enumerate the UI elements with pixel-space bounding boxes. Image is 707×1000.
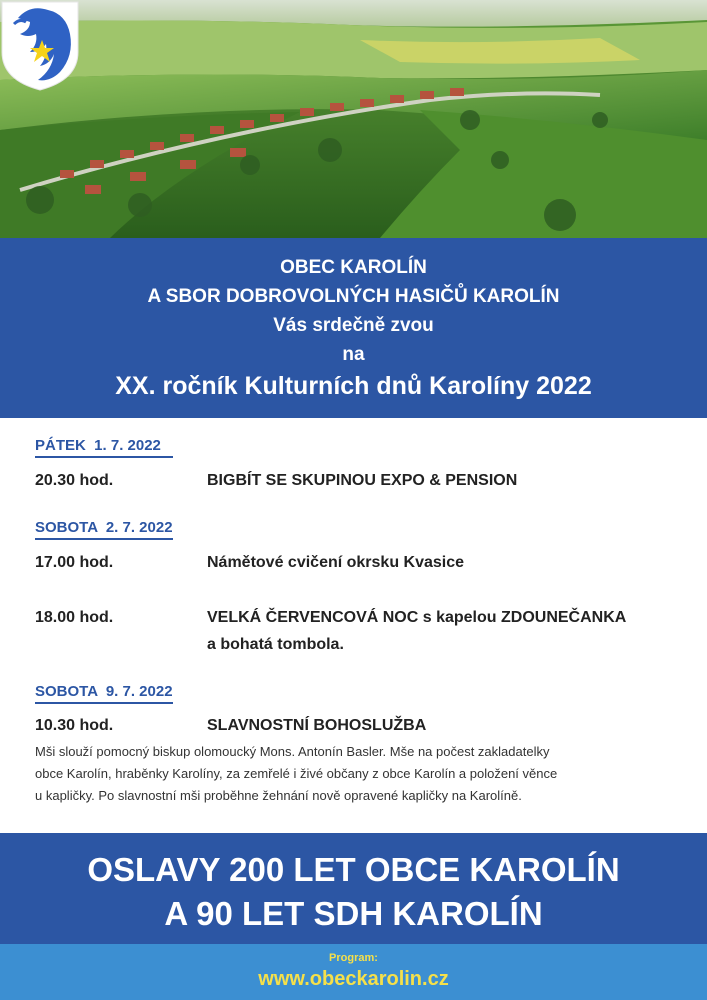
- celebration-line-2: A 90 LET SDH KAROLÍN: [164, 895, 543, 932]
- program-footer: [0, 944, 707, 1000]
- invitation-header: [0, 238, 707, 418]
- aerial-village-photo: [0, 0, 707, 238]
- event-title-bohosluzba: SLAVNOSTNÍ BOHOSLUŽBA: [207, 717, 427, 734]
- event-title-bigbit: BIGBÍT SE SKUPINOU EXPO & PENSION: [207, 472, 518, 489]
- invite-line-na: na: [342, 344, 365, 365]
- day-heading-saturday-9: SOBOTA 9. 7. 2022: [35, 683, 173, 704]
- day-heading-saturday-2: SOBOTA 2. 7. 2022: [35, 519, 173, 540]
- note-line: obce Karolín, hraběnky Karolíny, za zemřelé i živé občany z obce Karolín a položení věnce: [35, 766, 558, 781]
- website-link[interactable]: www.obeckarolin.cz: [258, 968, 449, 990]
- organizer-line: OBEC KAROLÍN: [280, 257, 427, 278]
- note-line: Mši slouží pomocný biskup olomoucký Mons. Antonín Basler. Mše na počest zakladatelky: [35, 744, 550, 759]
- celebration-banner: [0, 833, 707, 944]
- note-line: u kapličky. Po slavnostní mši proběhne žehnání nově opravené kapličky na Karolíně.: [35, 788, 522, 803]
- event-title: XX. ročník Kulturních dnů Karolíny 2022: [115, 372, 592, 400]
- event-time: 18.00 hod.: [35, 609, 114, 626]
- program-label: Program:: [329, 952, 378, 964]
- celebration-line-1: OSLAVY 200 LET OBCE KAROLÍN: [87, 851, 620, 888]
- day-heading-friday: PÁTEK 1. 7. 2022: [35, 437, 173, 458]
- event-time: 10.30 hod.: [35, 717, 114, 734]
- event-time: 20.30 hod.: [35, 472, 114, 489]
- organizer-line-2: A SBOR DOBROVOLNÝCH HASIČŮ KAROLÍN: [147, 286, 560, 307]
- mass-description: [35, 741, 675, 807]
- event-title-tombola: a bohatá tombola.: [207, 636, 344, 653]
- coat-of-arms-icon: [0, 0, 80, 92]
- landscape-illustration: [0, 0, 707, 238]
- event-title-cviceni: Námětové cvičení okrsku Kvasice: [207, 554, 465, 571]
- invite-line: Vás srdečně zvou: [273, 315, 434, 336]
- event-title-cervencova-noc: VELKÁ ČERVENCOVÁ NOC s kapelou ZDOUNEČANKA: [207, 609, 627, 626]
- event-time: 17.00 hod.: [35, 554, 114, 571]
